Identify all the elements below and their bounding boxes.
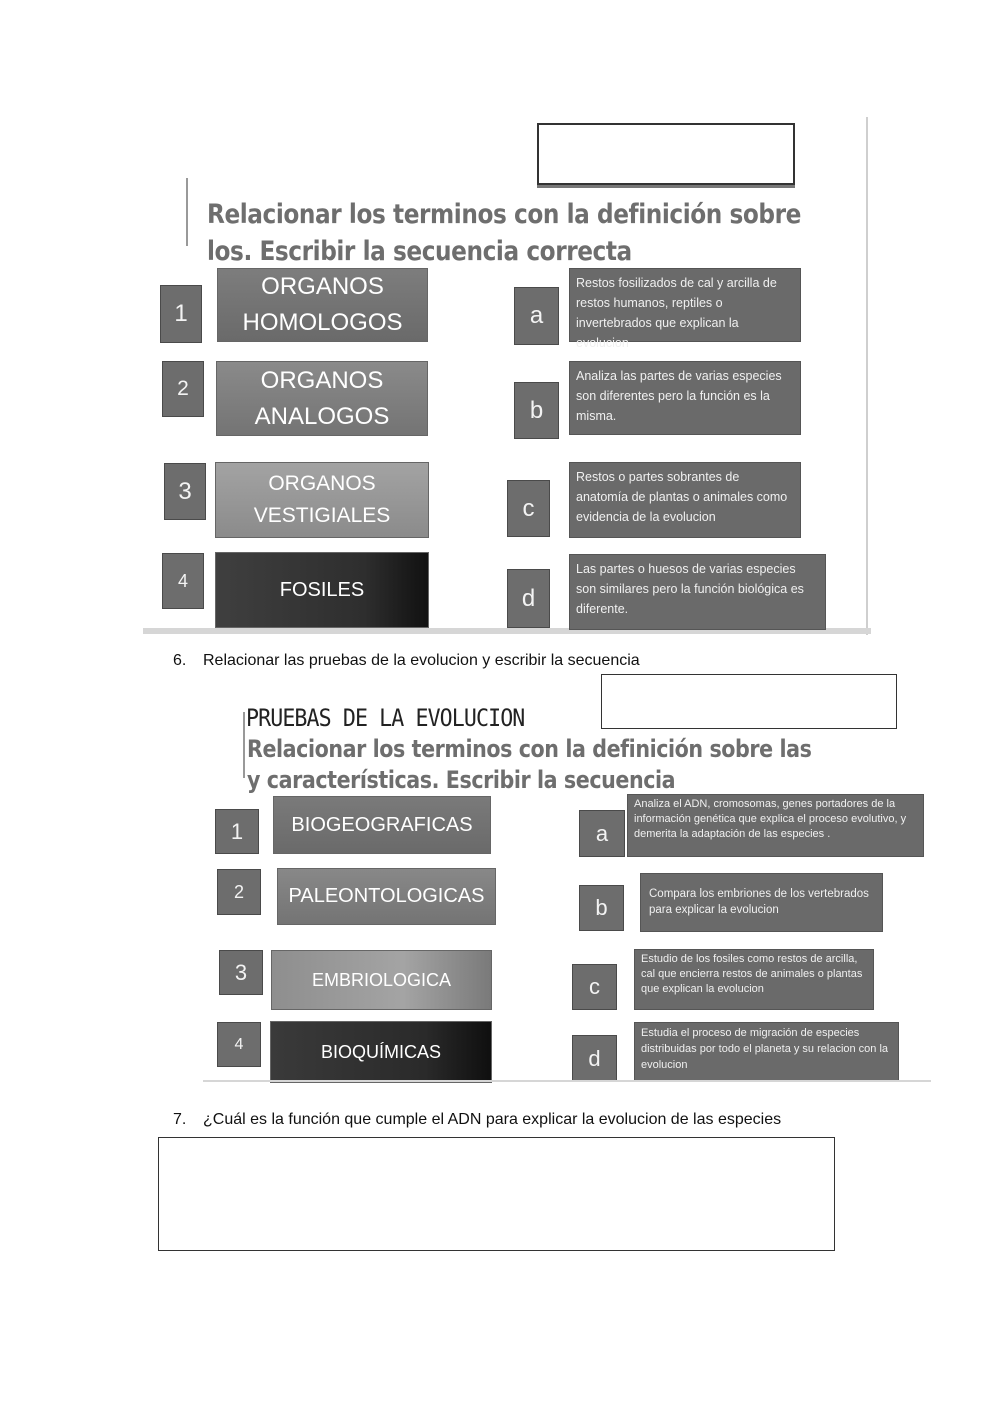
evidence-definition-a[interactable]: Analiza el ADN, cromosomas, genes portadores de la información genética que explica el proceso evolutivo, y demerita la adaptación de las especies . [627, 794, 924, 857]
term-number-3: 3 [164, 463, 206, 520]
definition-letter-d: d [507, 569, 550, 628]
evidence-letter-a: a [579, 810, 625, 857]
definition-b[interactable]: Analiza las partes de varias especies son diferentes pero la función es la misma. [569, 361, 801, 435]
evidence-definition-b[interactable]: Compara los embriones de los vertebrados para explicar la evolucion [640, 873, 883, 932]
definition-letter-b: b [514, 382, 559, 439]
evidence-embriologica[interactable]: EMBRIOLOGICA [271, 950, 492, 1010]
evidence-number-3: 3 [219, 950, 263, 995]
section2-heading: PRUEBAS DE LA EVOLUCION [246, 704, 525, 732]
section1-title-line2: los. Escribir la secuencia correcta [207, 236, 632, 267]
evidence-number-1: 1 [215, 809, 259, 854]
term-organos-analogos[interactable]: ORGANOS ANALOGOS [216, 361, 428, 436]
panel-right-border [866, 117, 868, 635]
term-fosiles[interactable]: FOSILES [215, 552, 429, 628]
question6-number: 6. [173, 652, 187, 669]
term-number-1: 1 [160, 285, 202, 343]
question6-text: Relacionar las pruebas de la evolucion y escribir la secuencia [203, 652, 640, 669]
section1-title-line1: Relacionar los terminos con la definición sobre [207, 199, 801, 230]
evidence-letter-b: b [579, 885, 624, 931]
section2-bottom-border [203, 1080, 931, 1082]
evidence-bioquimicas[interactable]: BIOQUÍMICAS [270, 1021, 492, 1083]
definition-d[interactable]: Las partes o huesos de varias especies son similares pero la función biológica es diferente. [569, 554, 826, 630]
answer-sequence-box-1[interactable] [537, 123, 795, 185]
evidence-letter-d: d [572, 1035, 617, 1082]
question7-text: ¿Cuál es la función que cumple el ADN para explicar la evolucion de las especies [203, 1111, 782, 1128]
question7-number: 7. [173, 1111, 187, 1128]
title-accent-bar [186, 178, 188, 246]
section2-title-line2: y características. Escribir la secuencia [247, 766, 676, 794]
answer-sequence-box-2[interactable] [601, 674, 897, 729]
term-organos-vestigiales[interactable]: ORGANOS VESTIGIALES [215, 462, 429, 538]
definition-c[interactable]: Restos o partes sobrantes de anatomía de plantas o animales como evidencia de la evolucion [569, 462, 801, 538]
term-number-2: 2 [162, 361, 204, 417]
section2-title-line1: Relacionar los terminos con la definición sobre las [247, 735, 812, 763]
definition-letter-a: a [514, 287, 559, 345]
evidence-paleontologicas[interactable]: PALEONTOLOGICAS [277, 868, 496, 925]
section2-accent-bar [243, 712, 245, 778]
evidence-number-2: 2 [217, 869, 261, 915]
evidence-letter-c: c [572, 964, 617, 1010]
answer-textarea-question7[interactable] [158, 1137, 835, 1251]
evidence-biogeograficas[interactable]: BIOGEOGRAFICAS [273, 796, 491, 854]
definition-a[interactable]: Restos fosilizados de cal y arcilla de restos humanos, reptiles o invertebrados que explican la evolucion [569, 268, 801, 342]
evidence-number-4: 4 [217, 1022, 261, 1067]
evidence-definition-d[interactable]: Estudia el proceso de migración de especies distribuidas por todo el planeta y su relacion con la evolucion [634, 1022, 899, 1081]
evidence-definition-c[interactable]: Estudio de los fosiles como restos de arcilla, cal que encierra restos de animales o plantas que explican la evolucion [634, 949, 874, 1010]
term-organos-homologos[interactable]: ORGANOS HOMOLOGOS [217, 268, 428, 342]
term-number-4: 4 [162, 553, 204, 609]
definition-letter-c: c [507, 480, 550, 537]
